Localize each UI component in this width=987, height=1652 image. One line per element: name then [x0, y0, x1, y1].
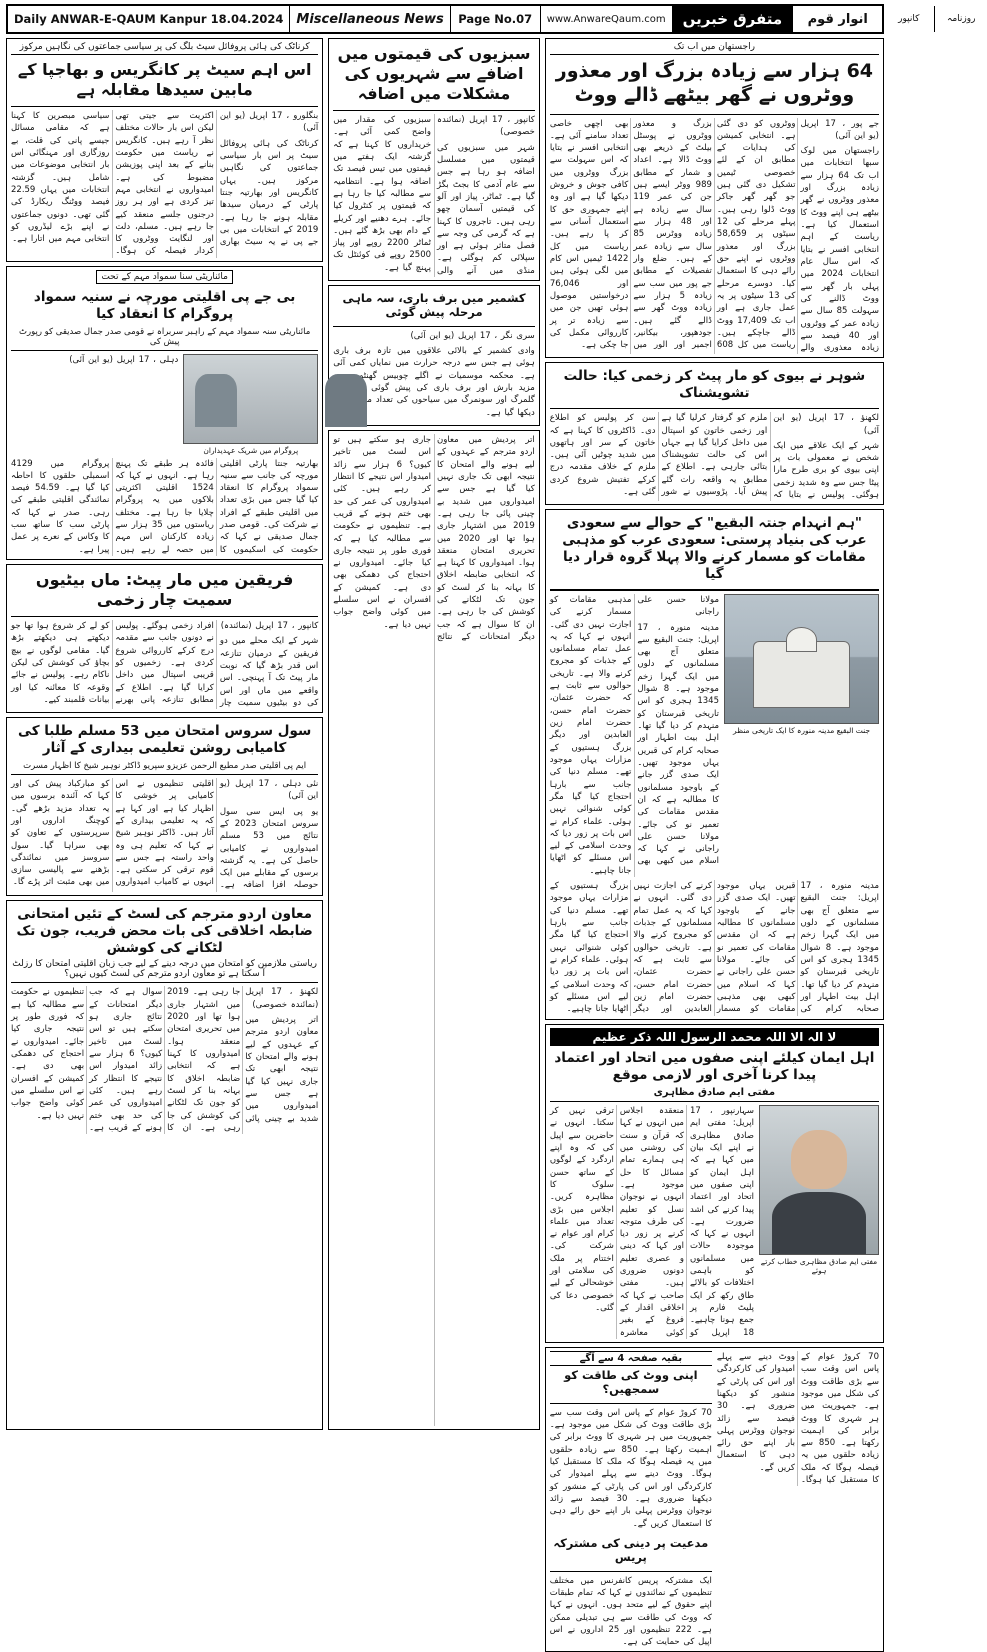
paper-name: Daily ANWAR-E-QAUM Kanpur [14, 12, 207, 26]
issue-date: 18.04.2024 [210, 12, 284, 26]
bottom-headline-2: اپنی ووٹ کی طاقت کو سمجھیں؟ [564, 1367, 698, 1397]
article-subhead: ایم پی اقلیتی صدر مطیع الرحمن عزیزو سپریو ڈاکٹر نوہیر شیخ کا اظہار مسرت [23, 760, 307, 771]
article-byline: مولانا حسن علی راجانی [637, 594, 719, 618]
article-text: شہر کے ایک علاقے میں ایک شخص نے معمولی بات پر اپنی بیوی کو بری طرح مارا پیٹا جس سے وہ شدید زخمی ہوگئی۔ پولیس نے بتایا کہ ملزم کو گرفتار کرلیا گیا ہے اور زخمی خاتون کو اسپتال میں داخل کرایا گیا ہے جہاں اس کی حالت تشویشناک بتائی جارہی ہے۔ اطلاع کے مطابق یہ واقعہ رات گئے پیش آیا۔ پڑوسیوں نے شور سن کر پولیس کو اطلاع دی۔ ڈاکٹروں کا کہنا ہے کہ خاتون کے سر اور ہاتھوں میں شدید چوٹیں آئی ہیں۔ ملزم کے خلاف مقدمہ درج کرکے تفتیش شروع کردی گئی ہے۔ [549, 413, 879, 501]
paper-name-and-date [8, 6, 290, 32]
article-urdu-translator [6, 900, 323, 1430]
article-body-continued: بھارتیہ جنتا پارٹی اقلیتی مورچہ کی جانب سے سنیہ سمواد پروگرام کا انعقاد کیا گیا جس میں بڑی تعداد میں اقلیتی طبقے کے افراد نے شرکت کی۔ قومی صدر جمال صدیقی نے کہا کہ حکومت کی اسکیموں کا فائدہ ہر طبقے تک پہنچ رہا ہے۔ انہوں نے کہا کہ 1524 اقلیتی اکثریتی بلاکوں میں یہ پروگرام چلایا جا رہا ہے۔ مختلف ریاستوں میں 35 ہزار سے زیادہ کارکنان اس مہم میں حصہ لے رہے ہیں۔ پروگرام میں 4129 اسمبلی حلقوں کا احاطہ کیا گیا ہے۔ 54.59 فیصد نمائندگی اقلیتی طبقے کی رہی۔ صدر نے کہا کہ پارٹی سب کا ساتھ سب کا وکاس کے نعرے پر عمل پیرا ہے۔ [11, 458, 319, 555]
article-bottom-left-misc [545, 1347, 884, 1652]
urdu-daily-label: روزنامہ [947, 14, 976, 24]
article-civil-services [6, 717, 323, 896]
page-number: Page No.07 [451, 6, 541, 32]
meeting-photo [183, 354, 318, 444]
urdu-section-badge: متفرق خبریں [673, 6, 794, 32]
article-dateline: بنگلورو ، 17 اپریل (یو این آئی) [219, 111, 319, 134]
photo-caption: پروگرام میں شریک عہدیداران [203, 445, 299, 455]
article-body [11, 354, 178, 455]
continued-from-label: بقیہ صفحہ 4 سے آگے [550, 1351, 712, 1366]
article-karnataka [6, 38, 323, 262]
article-kashmir-snow [328, 285, 540, 426]
article-text-1: 70 کروڑ عوام کے پاس اس وقت سب سے بڑی طاقت ووٹ کی شکل میں موجود ہے۔ جمہوریت میں ہر شہری کا ووٹ برابر کی اہمیت رکھتا ہے۔ 850 سے زیادہ حلقوں میں یہ فیصلہ ہوگا کہ ملک کا مستقبل کیا ہوگا۔ ووٹ دینے سے پہلے امیدوار کی کارکردگی اور اس کی پارٹی کے منشور کو دیکھنا ضروری ہے۔ 30 فیصد سے زائد نوجوان ووٹرس پہلی بار اپنے حق رائے دہی کا استعمال کریں گے۔ [716, 1351, 879, 1486]
article-subhead: مائناریٹی سنہ سمواد مہم کے راہبر سربراہ نے قومی صدر جمال صدیقی کو رپورٹ پیش کی [18, 326, 311, 347]
photo-caption: جنت البقیع مدینہ منورہ کا ایک تاریخی منظر [733, 725, 870, 735]
column-right [545, 38, 884, 1648]
section-label: Miscellaneous News [290, 6, 450, 32]
article-dateline: جے پور ، 17 اپریل (یو این آئی) [800, 118, 879, 141]
mosque-photo [724, 594, 879, 724]
article-text: مدینہ منورہ ، 17 اپریل: جنت البقیع سے متعلق آج بھی مسلمانوں کے دلوں میں ایک گہرا زخم موجود ہے۔ 8 شوال 1345 ہجری کو اس تاریخی قبرستان کو منہدم کر دیا گیا تھا۔ اہل بیت اطہار اور صحابہ کرام کی قبریں یہاں موجود تھیں۔ ایک صدی گزر جانے کے باوجود مسلمانوں کا مطالبہ ہے کہ ان مقدس مقامات کی تعمیر نو کی جائے۔ مولانا حسن علی راجانی نے کہا کہ اسلام میں کبھی بھی مذہبی مقامات کو مسمار کرنے کی اجازت نہیں دی گئی۔ انہوں نے کہا کہ یہ عمل تمام مسلمانوں کے جذبات کو مجروح کرنے والا ہے۔ تاریخی حوالوں سے ثابت ہے کہ حضرت عثمان، حضرت امام حسن، حضرت امام زین العابدین اور دیگر بزرگ ہستیوں کے مزارات یہاں موجود تھے۔ مسلم دنیا کی جانب سے بارہا احتجاج کیا گیا مگر کوئی شنوائی نہیں ہوئی۔ علماء کرام نے اس بات پر زور دیا کہ وحدت اسلامی کے لیے اس مسئلے کو اٹھایا جانا چاہیے۔ [549, 594, 719, 876]
page-body [6, 38, 884, 1648]
article-dateline: کانپور ، 17 اپریل (نمائندہ خصوصی) [437, 115, 535, 138]
column-middle-filler [328, 430, 540, 1430]
article-text: شہر کے ایک محلے میں دو فریقین کے درمیان تنازعہ اس قدر بڑھ گیا کہ نوبت مار پیٹ تک آ پہنچی۔ اس واقعے میں ماں اور اس کی دو بیٹیوں سمیت چار افراد زخمی ہوگئے۔ پولیس نے دونوں جانب سے مقدمہ درج کرکے کارروائی شروع کردی ہے۔ زخمیوں کو قریبی اسپتال میں داخل کرایا گیا ہے۔ اطلاع کے مطابق تنازعہ پانی بھرنے کو لے کر شروع ہوا تھا جو دیکھتے ہی دیکھتے بڑھ گیا۔ مقامی لوگوں نے بیچ بچاؤ کی کوشش کی لیکن ناکام رہے۔ پولیس نے جائے وقوعہ کا معائنہ کیا اور بیانات قلمبند کیے۔ [11, 621, 319, 708]
article-body [11, 110, 318, 258]
article-dateline: لکھنؤ ، 17 اپریل (یو این آئی) [773, 413, 879, 436]
article-body [550, 412, 879, 501]
article-headline: معاون اردو مترجم کی لسٹ کے تئیں امتحانی ضابطہ اخلاقی کی بات محض فریب، جون تک لٹکانے کی کوشش [16, 905, 313, 956]
article-body-continued [550, 880, 879, 1016]
bottom-headline-3: مدعیت پر دینی کی مشترکہ پریس [553, 1535, 709, 1565]
article-dateline: دہلی ، 17 اپریل (یو این آئی) [69, 354, 179, 365]
article-text: شہر میں سبزیوں کی قیمتوں میں مسلسل اضافہ ہو رہا ہے جس سے عام آدمی کا بجٹ بگڑ گیا ہے۔ ٹماٹر، پیاز اور آلو کی قیمتیں آسمان چھو رہی ہیں۔ تاجروں کا کہنا ہے کہ گرمی کی وجہ سے فصل متاثر ہوئی ہے اور سپلائی کم ہوگئی ہے۔ منڈی میں آنے والی سبزیوں کی مقدار میں واضح کمی آئی ہے۔ خریداروں کا کہنا ہے کہ گزشتہ ایک ہفتے میں قیمتوں میں تیس فیصد تک اضافہ ہوا ہے۔ انتظامیہ سے مطالبہ کیا جا رہا ہے کہ قیمتوں پر کنٹرول کیا جائے۔ ہرے دھنیے اور کریلے کے دام بھی بڑھ گئے ہیں۔ ٹماٹر 2200 روپے اور پیاز 2500 روپے فی کوئنٹل تک پہنچ گیا ہے۔ [333, 115, 535, 276]
article-headline: سول سروس امتحان میں 53 مسلم طلبا کی کامیابی روشن تعلیمی بیداری کے آثار [18, 723, 312, 757]
column-left [6, 38, 323, 1430]
article-body [550, 1105, 754, 1339]
article-text: سہارنپور ، 17 اپریل: مفتی ایم صادق مظاہری نے اپنے ایک بیان میں کہا ہے کہ اہل ایمان کو اپنی صفوں میں اتحاد اور اعتماد پیدا کرنے کی اشد ضرورت ہے۔ انہوں نے کہا کہ موجودہ حالات میں مسلمانوں کو باہمی اختلافات کو بالائے طاق رکھ کر ایک پلیٹ فارم پر جمع ہونا چاہیے۔ 18 اپریل کو منعقدہ اجلاس میں انہوں نے کہا کہ قرآن و سنت کی روشنی میں ہی ہمارے تمام مسائل کا حل موجود ہے۔ انہوں نے نوجوان نسل کو تعلیم کی طرف متوجہ کرنے پر زور دیا اور کہا کہ دینی و عصری تعلیم دونوں ضروری ہیں۔ مفتی صاحب نے کہا کہ اخلاقی اقدار کے فروغ کے بغیر کوئی معاشرہ ترقی نہیں کر سکتا۔ انہوں نے حاضرین سے اپیل کی کہ وہ اپنے اردگرد کے لوگوں کے ساتھ حسن سلوک کا مظاہرہ کریں۔ اجلاس میں بڑی تعداد میں علماء کرام اور عوام نے شرکت کی۔ اختتام پر ملک کی سلامتی اور خوشحالی کے لیے خصوصی دعا کی گئی۔ [549, 1106, 754, 1338]
article-body [11, 778, 318, 892]
article-text: راجستھان میں لوک سبھا انتخابات میں اب تک 64 ہزار سے زیادہ بزرگ اور معذور ووٹروں نے گھر بیٹھے ہی اپنے ووٹ کا استعمال کیا ہے۔ ریاست کے اہم انتخابی افسر نے بتایا کہ اس سال عام انتخابات 2024 میں پہلی بار گھر سے ووٹ ڈالنے کی سہولت 85 سال سے زیادہ عمر کے ووٹروں اور 40 فیصد سے زیادہ معذوری والے ووٹروں کو دی گئی ہے۔ انتخابی کمیشن کی ہدایات کے مطابق ان کے لئے خصوصی ٹیمیں تشکیل دی گئی ہیں جو گھر گھر جاکر ووٹ ڈلوا رہی ہیں۔ پہلے مرحلے کی 12 سیٹوں پر 58,659 بزرگ اور معذور ووٹروں نے اپنے حق رائے دہی کا استعمال کیا۔ دوسرے مرحلے کی 13 سیٹوں پر یہ عمل جاری ہے اور اب تک 17,409 ووٹ ڈالے جاچکے ہیں۔ ریاست میں کل 608 بزرگ و معذور ووٹروں نے پوسٹل بیلٹ کے ذریعے بھی ووٹ ڈالا ہے۔ اعداد و شمار کے مطابق 989 ووٹر ایسے ہیں جن کی عمر 119 سال سے زیادہ ہے اور 48 ہزار سے زیادہ ووٹرس 85 سال سے زیادہ عمر کے ہیں۔ ضلع وار تفصیلات کے مطابق جے پور میں سب سے زیادہ 5 ہزار سے زیادہ ووٹ گھر سے ڈالے گئے ہیں۔ جودھپور، بیکانیر، اجمیر اور الور میں بھی اچھی خاصی تعداد سامنے آئی ہے۔ انتخابی افسر نے بتایا کہ اس سہولت سے بزرگ ووٹروں میں کافی جوش و خروش دیکھا گیا ہے اور وہ اپنے جمہوری حق کا استعمال آسانی سے کر پا رہے ہیں۔ ریاست میں کل 1422 ٹیمیں اس کام میں لگی ہوئی ہیں اور 76,046 درخواستیں موصول ہوئی تھیں جن میں سے زیادہ تر پر کارروائی مکمل کی جا چکی ہے۔ [549, 118, 880, 354]
article-photo-wrap [183, 354, 318, 455]
article-vegetables [328, 38, 540, 281]
article-kicker: کرناٹک کی ہائی پروفائل سیٹ بلگ کی پر سیاسی جماعتوں کی نگاہیں مرکوز [11, 42, 318, 55]
article-headline: بی جے پی اقلیتی مورچہ نے سنیہ سمواد پروگرام کا انعقاد کیا [33, 288, 296, 322]
article-text: کرناٹک کی ہائی پروفائل سیٹ پر اس بار سیاسی جماعتوں کی نگاہیں مرکوز ہیں۔ یہاں کانگریس اور بھارتیہ جنتا پارٹی کے درمیان سیدھا مقابلہ ہونے جا رہا ہے۔ 2019 کے انتخابات میں بی جے پی نے یہ سیٹ بھاری اکثریت سے جیتی تھی لیکن اس بار حالات مختلف نظر آ رہے ہیں۔ کانگریس نے ریاست میں حکومت بنانے کے بعد اپنی پوزیشن مضبوط کی ہے۔ امیدواروں نے انتخابی مہم تیز کردی ہے اور ہر روز درجنوں جلسے منعقد کیے جا رہے ہیں۔ مسلم، دلت اور لنگایت ووٹروں کا کردار فیصلہ کن ہوگا۔ سیاسی مبصرین کا کہنا ہے کہ مقامی مسائل جیسے پانی کی قلت، بے روزگاری اور مہنگائی اس بار انتخابی موضوعات میں شامل ہیں۔ گزشتہ انتخابات میں یہاں 22.59 فیصد ووٹنگ ریکارڈ کی گئی تھی۔ دونوں جماعتوں نے اپنے بڑے لیڈروں کو انتخابی مہم میں اتارا ہے۔ [11, 111, 319, 257]
bottom-misc-left [550, 1351, 712, 1649]
urdu-city: کانپور [883, 6, 935, 32]
article-headline: اس اہم سیٹ پر کانگریس و بھاجپا کے مابین سیدھا مقابلہ ہے [17, 60, 312, 99]
column-middle [328, 38, 540, 1430]
bottom-misc-right [717, 1351, 879, 1649]
article-saudi [545, 509, 884, 1020]
photo-caption: مفتی ایم صادق مظاہری خطاب کرتے ہوئے [760, 1257, 878, 1275]
article-subhead: ریاستی ملازمین کو امتحان میں درجہ دینے کے لیے جب زبان اقلیتی امتحان کا رزلٹ آ سکتا ہے تو معاون اردو مترجم کی لسٹ کیوں نہیں؟ [12, 959, 317, 980]
scholar-portrait-photo [759, 1105, 879, 1255]
article-text: یو پی ایس سی سول سروس امتحان 2023 کے نتائج میں 53 مسلم امیدواروں نے کامیابی حاصل کی ہے۔ یہ گزشتہ برسوں کے مقابلے میں ایک حوصلہ افزا اضافہ ہے۔ اقلیتی تنظیموں نے اس کامیابی پر خوشی کا اظہار کیا ہے اور کہا ہے کہ یہ تعلیمی بیداری کے آثار ہیں۔ ڈاکٹر نوہیر شیخ نے کہا کہ تعلیم ہی وہ واحد راستہ ہے جس سے قوم ترقی کر سکتی ہے۔ انہوں نے کامیاب امیدواروں کو مبارکباد پیش کی اور کہا کہ آئندہ برسوں میں یہ تعداد مزید بڑھے گی۔ کوچنگ اداروں اور سرپرستوں کے تعاون کو بھی سراہا گیا۔ سول سروسز میں نمائندگی بڑھنے سے پالیسی سازی میں بھی مثبت اثر پڑے گا۔ [11, 778, 319, 891]
article-dateline: لکھنؤ ، 17 اپریل (نمائندہ خصوصی) [245, 987, 319, 1010]
article-kicker: راجستھان میں اب تک [550, 42, 879, 55]
article-headline: "ہم انہدام جنتہ البقیع" کے حوالے سے سعودی عرب کی بنیاد پرستی: سعودی عرب کو مذہبی مقامات کو مسمار کرنے والا پہلا گروہ قرار دیا گیا [562, 515, 867, 582]
article-headline: اہل ایمان کیلئے اپنی صفوں میں اتحاد اور اعتماد پیدا کرنا آخری اور لازمی موقع [554, 1050, 875, 1084]
article-byline: مفتی ایم صادق مظاہری [653, 1087, 776, 1098]
article-headline: شوہر نے بیوی کو مار پیٹ کر زخمی کیا: حالت تشویشناک [563, 368, 866, 402]
article-headline: فریقین میں مار پیٹ: ماں بیٹیوں سمیت چار زخمی [35, 570, 294, 609]
urdu-paper-name: انوار قوم [793, 6, 883, 32]
article-text: وادی کشمیر کے بالائی علاقوں میں تازہ برف باری ہوئی ہے جس سے درجہ حرارت میں نمایاں کمی آئی ہے۔ محکمہ موسمیات نے اگلے چوبیس گھنٹوں میں مزید بارش اور برف باری کی پیش گوئی کی ہے۔ گلمرگ اور سونمرگ میں سیاحوں کی تعداد میں اضافہ دیکھا گیا ہے۔ [333, 346, 535, 418]
article-faith [545, 1024, 884, 1343]
article-body [333, 114, 535, 277]
article-headline: سبزیوں کی قیمتوں میں اضافے سے شہریوں کی مشکلات میں اضافہ [337, 44, 531, 103]
article-photo-wrap [759, 1105, 879, 1339]
article-text-overflow: اتر پردیش میں معاون اردو مترجم کے عہدوں کے لیے ہونے والے امتحان کا نتیجہ ابھی تک جاری نہیں کیا گیا ہے جس سے امیدواروں میں شدید بے چینی پائی جا رہی ہے۔ 2019 میں اشتہار جاری ہوا تھا اور 2020 میں تحریری امتحان منعقد ہوا۔ امیدواروں کا کہنا ہے کہ انتخابی ضابطہ اخلاق کا بہانہ بنا کر لسٹ کو جون تک لٹکانے کی کوشش کی جا رہی ہے۔ ان کا سوال ہے کہ جب دیگر امتحانات کے نتائج جاری ہو سکتے ہیں تو اس لسٹ میں تاخیر کیوں؟ 6 ہزار سے زائد امیدوار اس نتیجے کا انتظار کر رہے ہیں۔ کئی امیدواروں کی عمر کی حد بھی ختم ہونے کے قریب ہے۔ تنظیموں نے حکومت سے مطالبہ کیا ہے کہ فوری طور پر نتیجہ جاری کیا جائے۔ امیدواروں نے احتجاج کی دھمکی بھی دی ہے۔ کمیشن کے افسران نے اس سلسلے میں کوئی واضح جواب نہیں دیا ہے۔ [333, 435, 535, 642]
article-body [11, 986, 318, 1134]
article-body [11, 620, 318, 709]
article-headline: کشمیر میں برف باری، سہ ماہی مرحلہ پیش گوئی [342, 291, 526, 320]
article-headline: 64 ہزار سے زیادہ بزرگ اور معذور ووٹروں نے گھر بیٹھے ڈالے ووٹ [555, 60, 874, 106]
article-body [550, 594, 719, 877]
article-crime [6, 564, 323, 713]
article-photo-wrap [724, 594, 879, 877]
article-rajasthan [545, 38, 884, 358]
article-text-cont: مدینہ منورہ ، 17 اپریل: جنت البقیع سے متعلق آج بھی مسلمانوں کے دلوں میں ایک گہرا زخم موجود ہے۔ 8 شوال 1345 ہجری کو اس تاریخی قبرستان کو منہدم کر دیا گیا تھا۔ اہل بیت اطہار اور صحابہ کرام کی قبریں یہاں موجود تھیں۔ ایک صدی گزر جانے کے باوجود مسلمانوں کا مطالبہ ہے کہ ان مقدس مقامات کی تعمیر نو کی جائے۔ مولانا حسن علی راجانی نے کہا کہ اسلام میں کبھی بھی مذہبی مقامات کو مسمار کرنے کی اجازت نہیں دی گئی۔ انہوں نے کہا کہ یہ عمل تمام مسلمانوں کے جذبات کو مجروح کرنے والا ہے۔ تاریخی حوالوں سے ثابت ہے کہ حضرت عثمان، حضرت امام حسن، حضرت امام زین العابدین اور دیگر بزرگ ہستیوں کے مزارات یہاں موجود تھے۔ مسلم دنیا کی جانب سے بارہا احتجاج کیا گیا مگر کوئی شنوائی نہیں ہوئی۔ علماء کرام نے اس بات پر زور دیا کہ وحدت اسلامی کے لیے اس مسئلے کو اٹھایا جانا چاہیے۔ [549, 881, 879, 1015]
article-dateline: سری نگر ، 17 اپریل (یو این آئی) [410, 330, 535, 341]
faith-banner: لا الہ الا اللہ محمد الرسول اللہ ذکر عظیم [550, 1028, 879, 1046]
article-text: اتر پردیش میں معاون اردو مترجم کے عہدوں کے لیے ہونے والے امتحان کا نتیجہ ابھی تک جاری نہیں کیا گیا ہے جس سے امیدواروں میں شدید بے چینی پائی جا رہی ہے۔ 2019 میں اشتہار جاری ہوا تھا اور 2020 میں تحریری امتحان منعقد ہوا۔ امیدواروں کا کہنا ہے کہ انتخابی ضابطہ اخلاق کا بہانہ بنا کر لسٹ کو جون تک لٹکانے کی کوشش کی جا رہی ہے۔ ان کا سوال ہے کہ جب دیگر امتحانات کے نتائج جاری ہو سکتے ہیں تو اس لسٹ میں تاخیر کیوں؟ 6 ہزار سے زائد امیدوار اس نتیجے کا انتظار کر رہے ہیں۔ کئی امیدواروں کی عمر کی حد بھی ختم ہونے کے قریب ہے۔ تنظیموں نے حکومت سے مطالبہ کیا ہے کہ فوری طور پر نتیجہ جاری کیا جائے۔ امیدواروں نے احتجاج کی دھمکی بھی دی ہے۔ کمیشن کے افسران نے اس سلسلے میں کوئی واضح جواب نہیں دیا ہے۔ [11, 987, 319, 1133]
article-kicker: مائناریٹی سنا سمواد مہم کے تحت [96, 270, 233, 284]
article-text-2: 70 کروڑ عوام کے پاس اس وقت سب سے بڑی طاقت ووٹ کی شکل میں موجود ہے۔ جمہوریت میں ہر شہری کا ووٹ برابر کی اہمیت رکھتا ہے۔ 850 سے زیادہ حلقوں میں یہ فیصلہ ہوگا کہ ملک کا مستقبل کیا ہوگا۔ ووٹ دینے سے پہلے امیدوار کی کارکردگی اور اس کی پارٹی کے منشور کو دیکھنا ضروری ہے۔ 30 فیصد سے زائد نوجوان ووٹرس پہلی بار اپنے حق رائے دہی کا استعمال کریں گے۔ [549, 1407, 712, 1529]
article-dateline: کانپور ، 17 اپریل (نمائندہ) [220, 621, 319, 631]
article-body [550, 118, 879, 355]
article-wife-beating [545, 362, 884, 505]
article-dateline: نئی دہلی ، 17 اپریل (یو این آئی) [219, 778, 319, 802]
website-url[interactable]: www.AnwareQaum.com [541, 6, 673, 32]
masthead [6, 4, 976, 34]
article-bjp-program [6, 266, 323, 560]
article-body [333, 330, 535, 419]
article-text-3: ایک مشترکہ پریس کانفرنس میں مختلف تنظیموں کے نمائندوں نے کہا کہ تمام طبقات اپنے حقوق کے لیے متحد ہوں۔ انہوں نے کہا کہ ووٹ کی طاقت سے ہی تبدیلی ممکن ہے۔ 222 تنظیموں اور 25 اداروں نے اس اپیل کی حمایت کی ہے۔ [549, 1575, 712, 1648]
